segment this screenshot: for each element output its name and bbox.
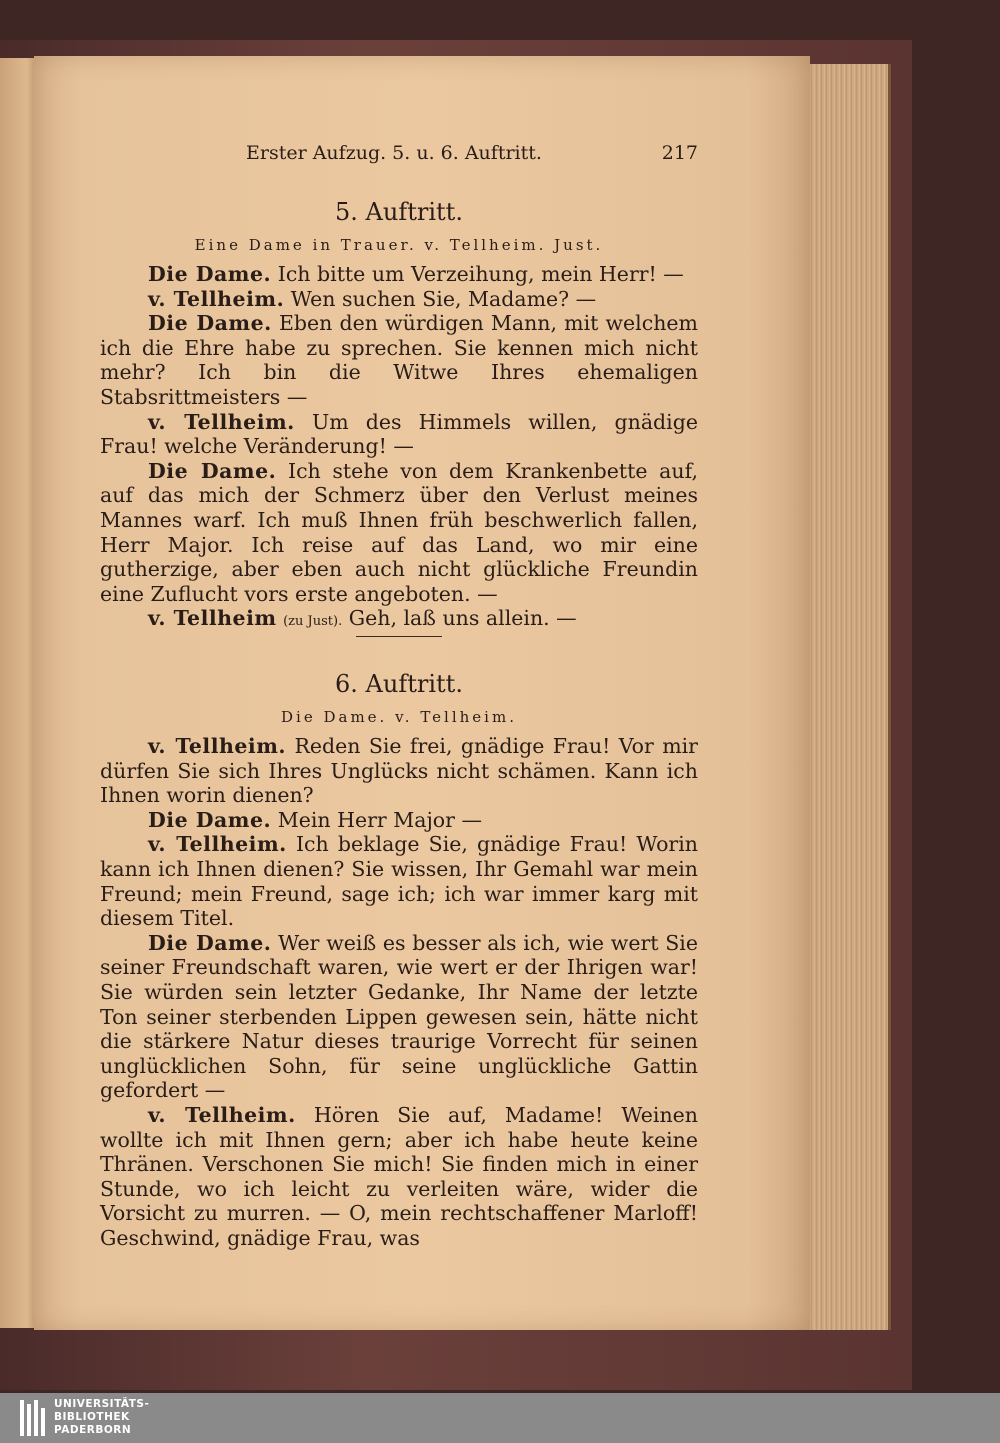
dialogue-text: Eben den würdigen Mann, mit welchem ich die Ehre habe zu sprechen. Sie kennen mich nicht mehr? Ich bin die Witwe Ihres ehemaligen Stabsrittmeisters — (100, 311, 698, 409)
dialogue-line (100, 311, 698, 409)
stage-direction: (zu Just). (283, 614, 343, 630)
scene-6-dialogue (100, 734, 698, 1250)
dialogue-line (100, 808, 698, 833)
library-footer-bar (0, 1393, 1000, 1443)
page-stack-edge (808, 64, 891, 1330)
speaker-name: v. Tellheim. (148, 1102, 296, 1127)
scene-5-dialogue (100, 262, 698, 635)
page-number: 217 (661, 142, 698, 164)
dialogue-line (100, 262, 698, 287)
dialogue-line (100, 606, 698, 635)
scene-5-cast: Eine Dame in Trauer. v. Tellheim. Just. (194, 236, 604, 254)
dialogue-line (100, 287, 698, 312)
dialogue-text: Mein Herr Major — (277, 807, 482, 832)
dialogue-text: Ich bitte um Verzeihung, mein Herr! — (277, 262, 684, 286)
speaker-name: Die Dame. (148, 311, 272, 336)
speaker-name: v. Tellheim. (148, 286, 285, 311)
dialogue-line (100, 931, 698, 1103)
library-name (54, 1398, 149, 1437)
speaker-name: Die Dame. (148, 807, 272, 832)
library-name-line: BIBLIOTHEK (54, 1411, 130, 1423)
speaker-name: Die Dame. (148, 458, 277, 483)
speaker-name: v. Tellheim. (148, 832, 287, 857)
speaker-name: Die Dame. (148, 262, 272, 286)
dialogue-line (100, 832, 698, 930)
library-name-line: UNIVERSITÄTS- (54, 1398, 150, 1410)
dialogue-text: Ich stehe von dem Krankenbette auf, auf das mich der Schmerz über den Verlust meines Mannes warf. Ich muß Ihnen früh beschwerlich fallen, Herr Major. Ich reise auf das Land, wo mir eine gutherzige, aber eben auch nicht glückliche Freundin eine Zuflucht vors erste angeboten. — (100, 458, 698, 606)
dialogue-text: Wen suchen Sie, Madame? — (290, 286, 597, 311)
facing-page-edge (0, 58, 38, 1328)
library-name-line: PADERBORN (54, 1424, 132, 1436)
speaker-name: Die Dame. (148, 930, 272, 955)
speaker-name: v. Tellheim. (148, 734, 287, 758)
dialogue-text: Ich beklage Sie, gnädige Frau! Worin kann ich Ihnen dienen? Sie wissen, Ihr Gemahl war mein Freund; mein Freund, sage ich; ich war immer karg mit diesem Titel. (100, 832, 698, 931)
dialogue-text: Reden Sie frei, gnädige Frau! Vor mir dürfen Sie sich Ihres Unglücks nicht schämen. Kann ich Ihnen worin dienen? (100, 734, 698, 808)
scene-6-cast: Die Dame. v. Tellheim. (281, 708, 517, 726)
dialogue-text: Geh, laß uns allein. — (348, 606, 577, 631)
library-logo-icon (18, 1398, 50, 1438)
dialogue-text: Hören Sie auf, Madame! Weinen wollte ich mit Ihnen gern; aber ich habe heute keine Thränen. Verschonen Sie mich! Sie finden mich in einer Stunde, wo ich leicht zu verleiten wäre, wider die Vorsicht zu murren. — O, mein rechtschaffener Marloff! Geschwind, gnädige Frau, was (100, 1102, 698, 1250)
running-title: Erster Aufzug. 5. u. 6. Auftritt. (246, 142, 542, 164)
dialogue-text: Um des Himmels willen, gnädige Frau! welche Veränderung! — (100, 409, 698, 459)
scene-divider (356, 636, 442, 637)
speaker-name: v. Tellheim (148, 606, 277, 631)
scene-6-title: 6. Auftritt. (335, 670, 463, 698)
speaker-name: v. Tellheim. (148, 409, 295, 434)
dialogue-line (100, 459, 698, 607)
running-header (100, 142, 698, 168)
dialogue-line (100, 410, 698, 459)
scene-5-title: 5. Auftritt. (335, 198, 463, 226)
dialogue-line (100, 1103, 698, 1251)
dialogue-text: Wer weiß es besser als ich, wie wert Sie seiner Freundschaft waren, wie wert er der Ihrigen war! Sie würden sein letzter Gedanke, Ihr Name der letzte Ton seiner sterbenden Lippen gewesen sein, hätte nicht die stärkere Natur dieses traurige Vorrecht für seinen unglücklichen Sohn, für seine unglückliche Gattin gefordert — (100, 930, 698, 1103)
dialogue-line (100, 734, 698, 808)
